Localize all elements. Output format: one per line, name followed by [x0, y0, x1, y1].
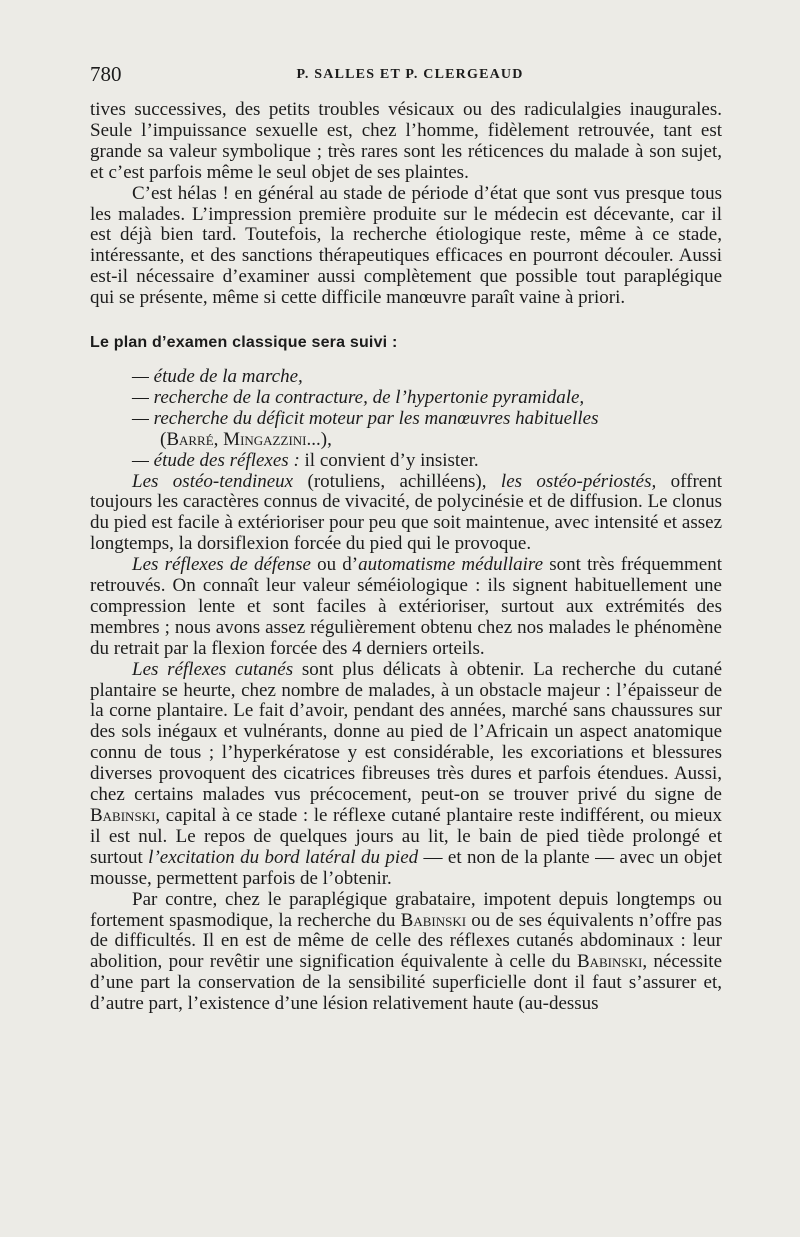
list-item-text: il convient d’y insister.: [299, 449, 479, 471]
list-item-reflexes: [132, 451, 722, 472]
paragraph-osteo-tendineux: [90, 472, 722, 556]
text-run: sont plus délicats à obtenir. La recherche du cutané plantaire se heurte, chez nombre de malades, à un obstacle majeur : l’épaisseur de la corne plantaire. Le fait d’avoir, pendant des années, marché sans chaussures sur des sols inégaux et vulnérants, donne au pied de l’Africain un aspect anatomique connu de tous ; l’hyperkératose y est considérable, les excoriations et blessures diverses provoquent des cicatrices fibreuses très dures et parfois étendues. Aussi, chez certains malades vus précocement, peut-on se trouver privé du signe de: [90, 658, 723, 806]
list-item-text: — étude de la marche,: [132, 365, 303, 387]
italic-term: Les ostéo-tendineux: [132, 470, 294, 492]
italic-term: l’excitation du bord latéral du pied: [148, 846, 419, 868]
text-run: — et non de la plante — avec un objet mousse, permettent parfois de l’obtenir.: [90, 846, 723, 889]
text-run: , nécessite d’une part la conservation de la sensibilité superficielle dont il faut s’assurer et, d’autre part, l’existence d’une lésion relativement haute (au-dessus: [90, 951, 722, 1015]
list-item-text: — recherche du déficit moteur par les manœuvres habituelles: [132, 407, 599, 429]
text-run: (rotuliens, achilléens),: [293, 470, 501, 492]
text-run: ou de ses équivalents n’offre pas de difficultés. Il en est de même de celle des réflexes cutanés abdominaux : leur abolition, pour revêtir une signification équivalente à celle du: [90, 909, 722, 973]
paragraph-2: C’est hélas ! en général au stade de période d’état que sont vus presque tous les malades. L’impression première produite sur le médecin est décevante, car il est déjà bien tard. Toutefois, la recherche étiologique reste, même à ce stade, intéressante, et des sanctions thérapeutiques efficaces en pourront découler. Aussi est-il nécessaire d’examiner aussi complètement que possible tout paraplégique qui se présente, même si cette difficile manœuvre paraît vaine à priori.: [90, 182, 722, 309]
author-name: Babinski: [576, 951, 643, 973]
text-run: Par contre, chez le paraplégique grabataire, impotent depuis longtemps ou fortement spasmodique, la recherche du: [90, 888, 722, 931]
text-run: , capital à ce stade : le réflexe cutané plantaire reste indifférent, ou mieux il est nul. Le repos de quelques jours au lit, le bain de pied tiède prolongé et surtout: [90, 805, 722, 868]
text-run: sont très fréquemment retrouvés. On connaît leur valeur séméiologique : ils signent habituellement une compression lente et sont faciles à extérioriser, surtout aux extrémités des membres ; nous avons assez régulièrement obtenu chez nos malades le phénomène du retrait par la flexion forcée des 4 derniers orteils.: [90, 554, 722, 659]
text-run: offrent toujours les caractères connus de vivacité, de polycinésie et de diffusion. Le clonus du pied est facile à extérioriser pour peu que soit maintenue, avec intensité et assez longtemps, la dorsiflexion forcée du pied qui le provoque.: [90, 470, 722, 555]
list-item-deficit: [132, 409, 722, 430]
italic-term: les ostéo-périostés,: [500, 470, 657, 492]
italic-term: automatisme médullaire: [358, 554, 544, 576]
list-item-text: — recherche de la contracture, de l’hypertonie pyramidale,: [132, 386, 585, 408]
page-number: 780: [90, 62, 122, 86]
list-item-italic: — étude des réflexes :: [132, 449, 300, 471]
italic-term: Les réflexes cutanés: [132, 658, 294, 680]
list-item-deficit-continuation: (Barré, Mingazzini...),: [160, 428, 332, 450]
section-heading: Le plan d’examen classique sera suivi :: [90, 334, 398, 352]
running-title: P. SALLES ET P. CLERGEAUD: [296, 67, 524, 82]
text-run: ou d’: [310, 554, 359, 576]
body-text: [90, 100, 722, 1015]
italic-term: Les réflexes de défense: [132, 554, 311, 576]
paragraph-reflexes-cutanes: [90, 660, 722, 890]
page-header: [90, 62, 730, 86]
author-name: Babinski: [400, 909, 467, 931]
list-item-contracture: [132, 388, 722, 409]
paragraph-reflexes-defense: [90, 555, 722, 660]
paragraph-1: tives successives, des petits troubles vésicaux ou des radiculalgies inaugurales. Seule l’impuissance sexuelle est, chez l’homme, fidèlement retrouvée, tant est grande sa valeur symbolique ; très rares sont les réticences du malade à son sujet, et c’est parfois même le seul objet de ses plaintes.: [90, 99, 722, 183]
paragraph-par-contre: [90, 890, 722, 1015]
author-name: Babinski: [90, 805, 156, 826]
list-item-marche: [132, 367, 722, 388]
